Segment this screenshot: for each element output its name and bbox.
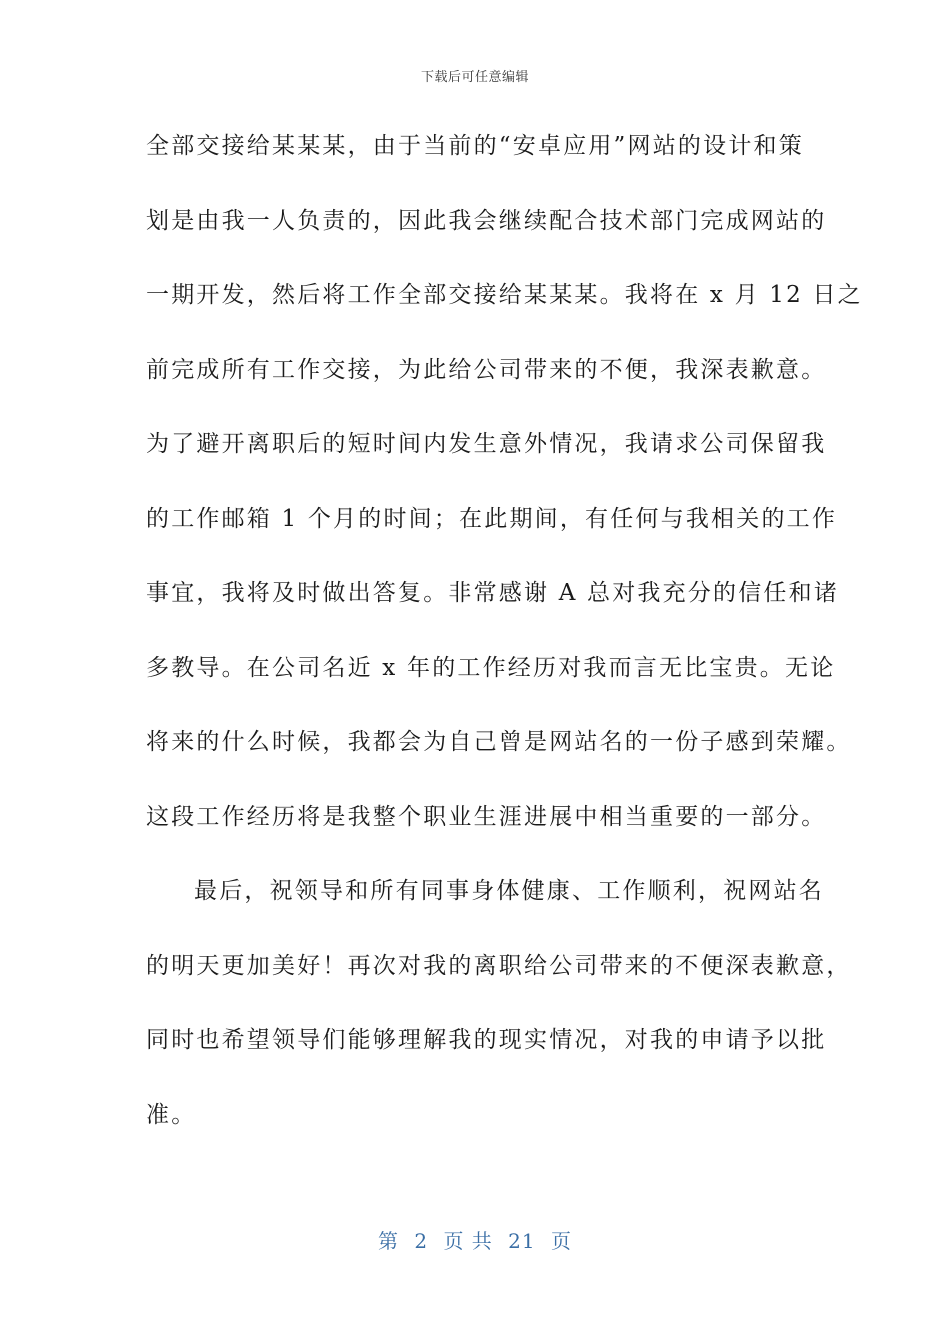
paragraph-start-line: 最后，祝领导和所有同事身体健康、工作顺利，祝网站名 xyxy=(194,878,824,904)
current-page-number: 2 xyxy=(414,1229,429,1253)
text-line: 准。 xyxy=(146,1101,197,1128)
text-line: 为了避开离职后的短时间内发生意外情况，我请求公司保留我 xyxy=(146,431,827,457)
text-line: 的工作邮箱 1 个月的时间；在此期间，有任何与我相关的工作 xyxy=(146,505,838,532)
footer-prefix: 第 xyxy=(378,1229,399,1253)
text-line: 的明天更加美好！再次对我的离职给公司带来的不便深表歉意， xyxy=(146,952,852,979)
total-page-count: 21 xyxy=(508,1229,536,1253)
text-line: 这段工作经历将是我整个职业生涯进展中相当重要的一部分。 xyxy=(146,803,827,830)
page-header: 下载后可任意编辑 xyxy=(420,70,529,85)
text-line: 前完成所有工作交接，为此给公司带来的不便，我深表歉意。 xyxy=(146,356,827,383)
document-body xyxy=(146,121,863,1164)
text-line: 全部交接给某某某，由于当前的“安卓应用”网站的设计和策 xyxy=(146,133,804,159)
text-line: 一期开发，然后将工作全部交接给某某某。我将在 x 月 12 日之 xyxy=(146,282,863,308)
text-line: 事宜，我将及时做出答复。非常感谢 A 总对我充分的信任和诸 xyxy=(146,580,840,606)
text-line: 划是由我一人负责的，因此我会继续配合技术部门完成网站的 xyxy=(146,207,827,234)
text-line: 多教导。在公司名近 x 年的工作经历对我而言无比宝贵。无论 xyxy=(146,654,836,681)
page-footer xyxy=(0,1225,950,1254)
text-line: 将来的什么时候，我都会为自己曾是网站名的一份子感到荣耀。 xyxy=(146,729,852,755)
footer-middle: 页 共 xyxy=(443,1229,493,1253)
footer-suffix: 页 xyxy=(550,1229,572,1253)
text-line: 同时也希望领导们能够理解我的现实情况，对我的申请予以批 xyxy=(146,1027,827,1053)
